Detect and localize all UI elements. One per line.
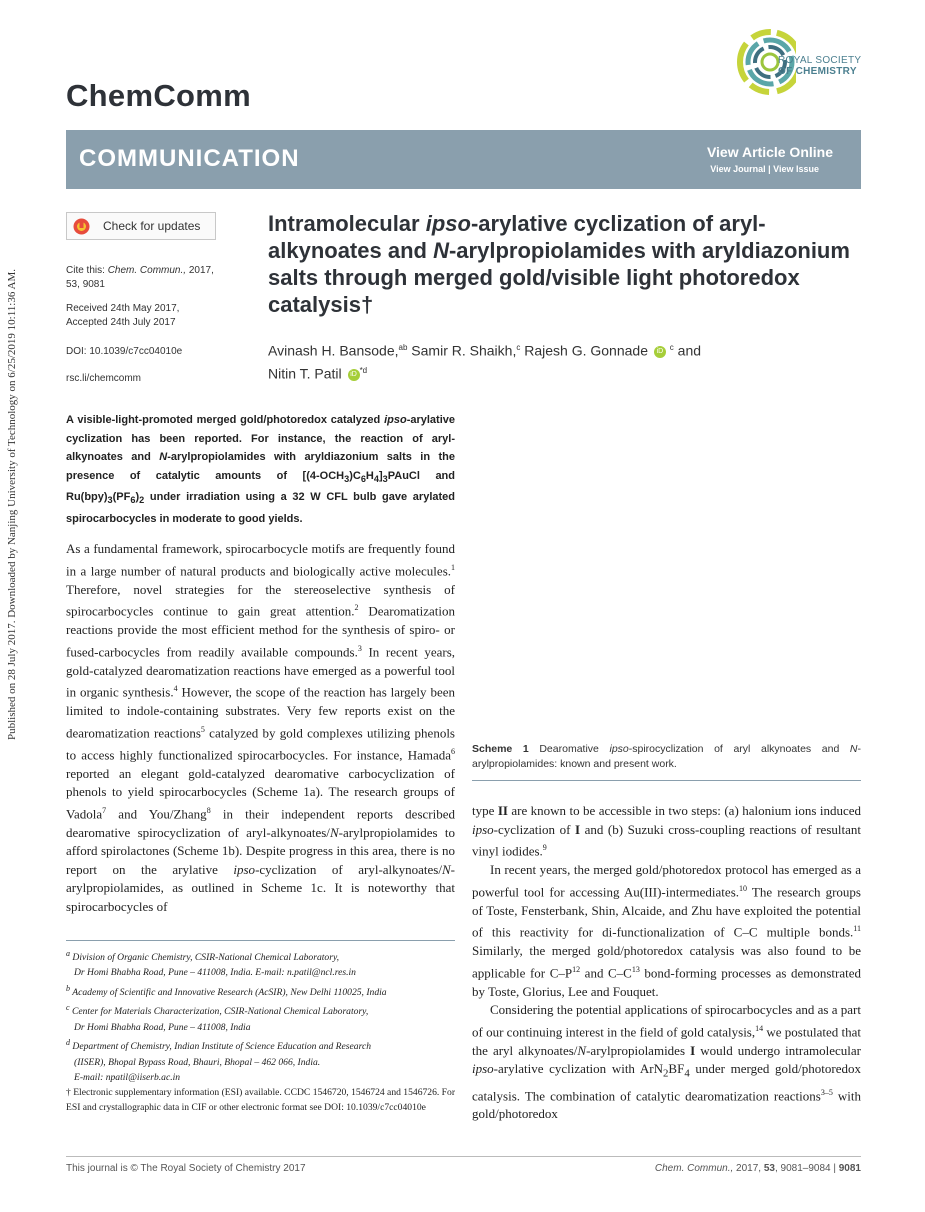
title-ipso: ipso <box>425 211 471 236</box>
title-dagger[interactable]: † <box>360 292 374 317</box>
author-list <box>268 338 858 383</box>
author-affil: ab <box>398 343 408 352</box>
publication-sidebar: Published on 28 July 2017. Downloaded by Nanjing University of Technology on 6/25/2019 10:11:36 AM. <box>6 269 18 740</box>
scheme-caption: Scheme 1 Dearomative ipso-spirocyclization of aryl alkynoates and N-arylpropiolamides: known and present work. <box>472 743 862 770</box>
paragraph: Considering the potential applications of spirocarbocycles and as a part of our continuing interest in the field of gold catalysis,$^{14}$ we postulated that the aryl alkynoates/N-arylpropiolamides I would undergo intramolecular ipso-arylative cyclization with $ArN_2BF_4$ under merged gold/photoredox catalysis. The combination of catalytic dearomatization reactions$^{3-5}$ with gold/photoredox <box>472 1002 861 1122</box>
article-title <box>268 210 858 318</box>
paragraph: type II are known to be accessible in two steps: (a) halonium ions induced ipso-cyclization of I and (b) Suzuki cross-coupling reactions of resultant vinyl iodides.$^9$ <box>472 803 861 859</box>
journal-link[interactable]: rsc.li/chemcomm <box>66 373 142 384</box>
body-left-column: As a fundamental framework, spirocarbocycle motifs are frequently found in a large number of natural products and biologically active molecules.$^1$ Therefore, novel strategies for the stereoselective synthesis of spirocarbocycles continue to gain great attention.$^2$ Dearomatization reactions provide the most efficient method for the synthesis of spiro- or fused-carbocycles from readily available compounds.$^3$ In recent years, gold-catalyzed dearomatization reactions have emerged as a powerful tool in organic synthesis.$^4$ However, the scope of the reaction has largely been limited to indole-containing substrates. Very few reports exist on the dearomatization reactions$^5$ catalyzed by gold complexes utilizing phenols to access highly functionalized spirocarbocycles. For instance, Hamada$^6$ reported an elegant gold-catalyzed dearomative carbocyclization of phenols to yield spirocarbocycles (Scheme 1a). The research groups of Vadola$^7$ and You/Zhang$^8$ in their independent reports described dearomative spirocyclization of aryl-alkynoates/N-arylpropiolamides to afford spirolactones (Scheme 1b). Despite progress in this area, there is no report on the arylative ipso-cyclization of aryl-alkynoates/N-arylpropiolamides, as outlined in Scheme 1c. It is noteworthy that spirocarbocycles of <box>66 541 455 914</box>
view-journal-issue-links[interactable]: View Journal | View Issue <box>710 164 819 174</box>
title-part: -arylpropiolamides with aryldiazonium salts through merged gold/visible light photoredox catalysis <box>268 238 850 317</box>
crossmark-icon <box>73 218 90 235</box>
and-text: and <box>673 342 702 359</box>
author-affil: c <box>516 343 521 352</box>
orcid-icon[interactable]: iD <box>654 346 666 358</box>
paragraph: In recent years, the merged gold/photoredox protocol has emerged as a powerful tool for accessing Au(III)-intermediates.$^{10}$ The research groups of Toste, Fensterbank, Shin, Alcaide, and Zhu have exploited the potential of this reactivity for di-functionalization of C–C multiple bonds.$^{11}$ Similarly, the merged gold/photoredox catalysis was also found to be applicable for $C-P^{12}$ and $C-C^{13}$ bond-forming processes as demonstrated by Toste, Glorius, Lee and Fouquet. <box>472 862 861 999</box>
footer-divider <box>66 1156 861 1157</box>
article-type-banner <box>66 130 861 189</box>
dates <box>66 302 251 330</box>
journal-name[interactable]: ChemComm <box>66 78 251 113</box>
footer-copyright: This journal is © The Royal Society of Chemistry 2017 <box>66 1163 306 1174</box>
doi[interactable]: DOI: 10.1039/c7cc04010e <box>66 346 183 357</box>
logo-text-line2: OF CHEMISTRY <box>778 66 857 77</box>
orcid-icon[interactable]: iD <box>348 369 360 381</box>
check-for-updates-button[interactable] <box>66 212 216 240</box>
author-name: Nitin T. Patil <box>268 365 342 382</box>
author-name: Rajesh G. Gonnade <box>520 342 648 359</box>
rsc-logo[interactable] <box>736 22 866 102</box>
footnote-divider <box>66 940 455 941</box>
author-name: Samir R. Shaikh, <box>407 342 517 359</box>
view-article-online-link[interactable]: View Article Online <box>706 144 833 160</box>
cite-journal: Chem. Commun., <box>107 265 187 276</box>
author-affil: c <box>669 343 674 352</box>
title-part: Intramolecular <box>268 211 426 236</box>
affiliations: $^a$ Division of Organic Chemistry, CSIR-National Chemical Laboratory, Dr Homi Bhabha Road, Pune – 411008, India. E-mail: n.patil@ncl.res.in $^b$ Academy of Scientific and Innovative Research (AcSIR), New Delhi 110025, India $^c$ Center for Materials Characterization, CSIR-National Chemical Laboratory, Dr Homi Bhabha Road, Pune – 411008, India $^d$ Department of Chemistry, Indian Institute of Science Education and Research (IISER), Bhopal Bypass Road, Bhauri, Bhopal – 462 066, India. E-mail: npatil@iiserb.ac.in † Electronic supplementary information (ESI) available. CCDC 1546720, 1546724 and 1546726. For ESI and crystallographic data in CIF or other electronic format see DOI: 10.1039/c7cc04010e <box>66 946 455 1116</box>
accepted-date: Accepted 24th July 2017 <box>66 317 176 328</box>
esi-note: † Electronic supplementary information (ESI) available. CCDC 1546720, 1546724 and 1546726. For ESI and crystallographic data in CIF or other electronic format see DOI: 10.1039/c7cc04010e <box>66 1087 456 1114</box>
cite-page: 9081 <box>82 279 105 290</box>
abstract: A visible-light-promoted merged gold/photoredox catalyzed ipso-arylative cyclization has been reported. For instance, the reaction of aryl-alkynoates and N-arylpropiolamides with aryldiazonium salts in the presence of catalytic amounts of $[(4-OCH_3)C_6H_4]_3PAuCl$ and $Ru(bpy)_3(PF_6)_2$ under irradiation using a 32 W CFL bulb gave arylated spirocarbocycles in moderate to good yields. <box>66 414 455 525</box>
scheme-divider <box>472 780 861 781</box>
title-part: -arylative cyclization of aryl-alkynoates and <box>268 211 766 263</box>
author-affil: *d <box>359 365 368 375</box>
article-type: COMMUNICATION <box>79 145 300 172</box>
logo-text-line1: ROYAL SOCIETY <box>778 55 862 66</box>
cite-label: Cite this: <box>66 265 105 276</box>
author-name: Avinash H. Bansode, <box>268 342 399 359</box>
page-number: 9081 <box>838 1163 861 1174</box>
title-n: N <box>433 238 449 263</box>
cite-volume: 53, <box>66 279 80 290</box>
cite-year: 2017, <box>188 265 214 276</box>
citation-info <box>66 264 251 292</box>
received-date: Received 24th May 2017, <box>66 303 180 314</box>
check-for-updates-label: Check for updates <box>103 219 201 233</box>
body-right-column <box>472 802 861 1124</box>
footer-citation: Chem. Commun., 2017, 53, 9081–9084 | 9081 <box>654 1163 861 1174</box>
